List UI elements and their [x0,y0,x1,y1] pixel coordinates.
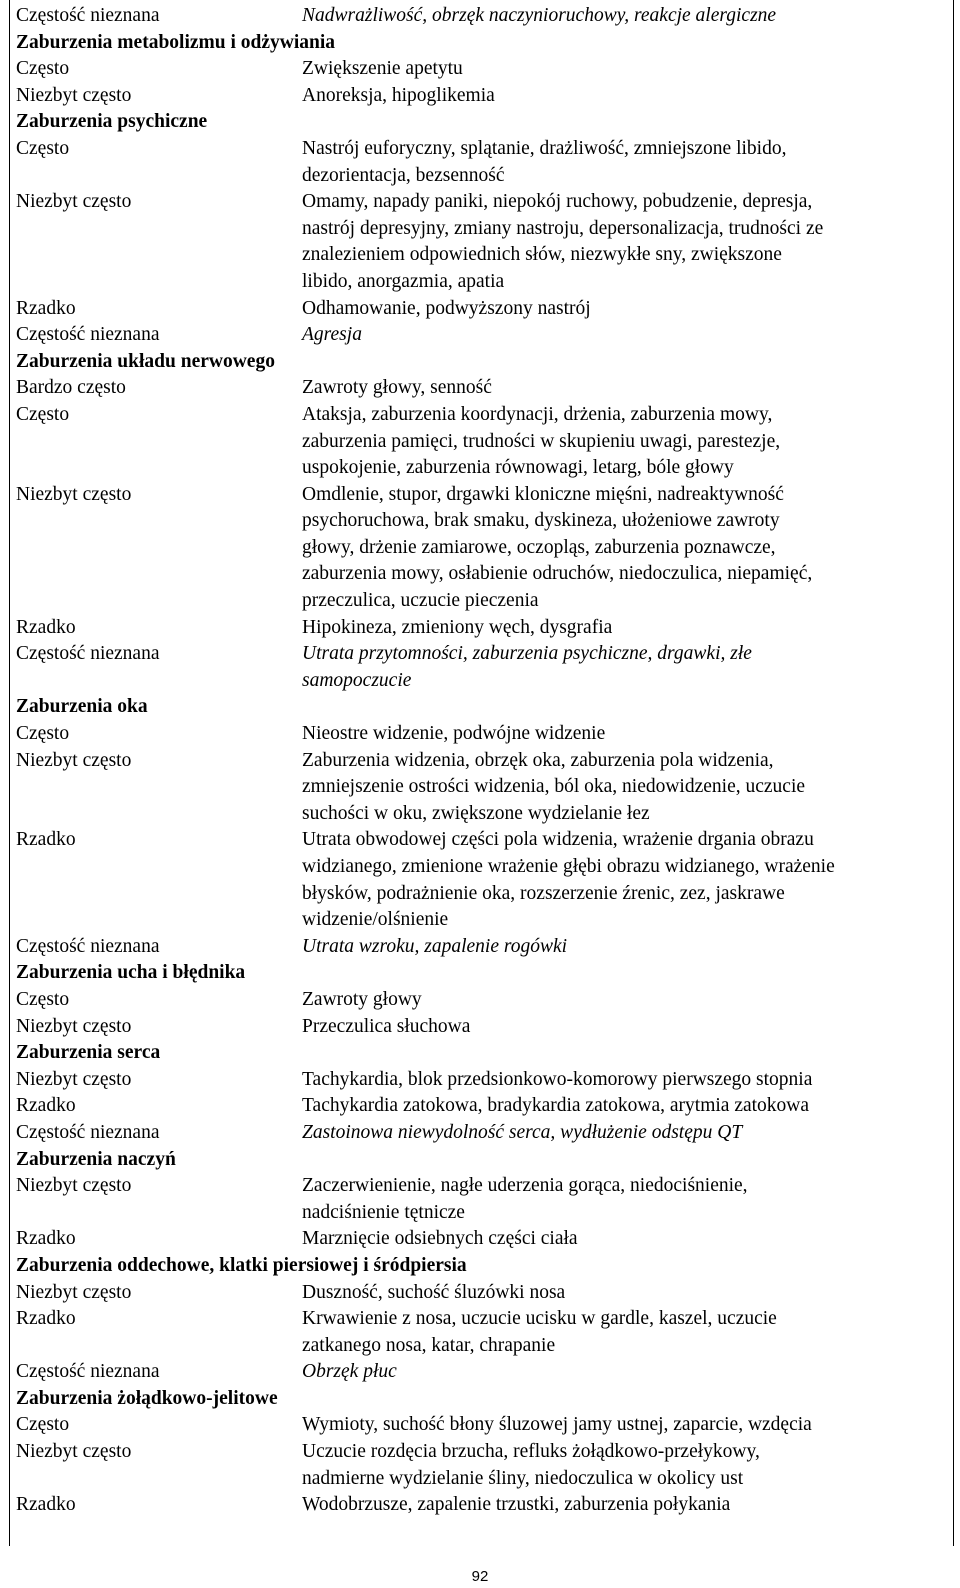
reaction-description [302,721,946,748]
frequency-label: Często [16,1414,70,1436]
table-row [16,189,946,295]
description-line: Omamy, napady paniki, niepokój ruchowy, pobudzenie, depresja, [302,191,813,213]
table-row [16,3,946,30]
reaction-description [302,296,946,323]
table-row [16,827,946,933]
reaction-description [302,1120,946,1147]
reaction-description [302,1093,946,1120]
table-row [16,296,946,323]
frequency-label: Niezbyt często [16,483,132,505]
frequency-label: Często [16,137,70,159]
reaction-description [302,1412,946,1439]
table-row [16,1067,946,1094]
frequency-label: Często [16,58,70,80]
table-row [16,1439,946,1492]
table-row [16,83,946,110]
description-line: psychoruchowa, brak smaku, dyskineza, ułożeniowe zawroty [302,510,780,532]
frequency-label: Rzadko [16,616,76,638]
table-row [16,1120,946,1147]
table-row [16,1359,946,1386]
reaction-description [302,1439,946,1492]
section-heading: Zaburzenia ucha i błędnika [16,962,246,984]
reaction-description [302,322,946,349]
reaction-description [302,1067,946,1094]
reaction-description [302,56,946,83]
description-line: głowy, drżenie zamiarowe, oczopląs, zaburzenia poznawcze, [302,536,776,558]
page-number: 92 [471,1568,489,1585]
description-line: Utrata wzroku, zapalenie rogówki [302,935,568,957]
frequency-label: Rzadko [16,1494,76,1516]
description-line: Omdlenie, stupor, drgawki kloniczne mięśni, nadreaktywność [302,483,784,505]
description-line: Tachykardia, blok przedsionkowo-komorowy pierwszego stopnia [302,1068,813,1090]
frequency-label: Niezbyt często [16,1441,132,1463]
table-row [16,1306,946,1359]
reaction-description [302,1226,946,1253]
table-row [16,1014,946,1041]
description-line: Nieostre widzenie, podwójne widzenie [302,723,606,745]
frequency-label: Niezbyt często [16,191,132,213]
description-line: Zaczerwienienie, nagłe uderzenia gorąca, niedociśnienie, [302,1175,748,1197]
description-line: uspokojenie, zaburzenia równowagi, letarg, bóle głowy [302,457,734,479]
description-line: widzenie/olśnienie [302,909,449,931]
description-line: libido, anorgazmia, apatia [302,270,505,292]
table-row [16,402,946,482]
table-row [16,56,946,83]
description-line: błysków, podrażnienie oka, rozszerzenie źrenic, zez, jaskrawe [302,882,785,904]
table-row [16,1492,946,1519]
description-line: Ataksja, zaburzenia koordynacji, drżenia, zaburzenia mowy, [302,403,773,425]
description-line: nadmierne wydzielanie śliny, niedoczulica w okolicy ust [302,1467,744,1489]
description-line: zmniejszenie ostrości widzenia, ból oka, niedowidzenie, uczucie [302,776,806,798]
description-line: Utrata przytomności, zaburzenia psychiczne, drgawki, złe [302,643,752,665]
frequency-label: Częstość nieznana [16,643,160,665]
reaction-description [302,827,946,933]
description-line: Zaburzenia widzenia, obrzęk oka, zaburzenia pola widzenia, [302,749,774,771]
description-line: Wymioty, suchość błony śluzowej jamy ustnej, zaparcie, wzdęcia [302,1414,812,1436]
frequency-label: Częstość nieznana [16,5,160,26]
section-heading: Zaburzenia serca [16,1042,161,1064]
description-line: Uczucie rozdęcia brzucha, refluks żołądkowo-przełykowy, [302,1441,760,1463]
description-line: widzianego, zmienione wrażenie głębi obrazu widzianego, wrażenie [302,856,835,877]
section-heading: Zaburzenia oddechowe, klatki piersiowej i śródpiersia [16,1254,467,1276]
frequency-label: Często [16,403,70,425]
adverse-reactions-table [16,3,946,1519]
description-line: Zastoinowa niewydolność serca, wydłużenie odstępu QT [302,1121,743,1143]
table-row [16,322,946,349]
frequency-label: Częstość nieznana [16,1361,160,1383]
table-row [16,1412,946,1439]
description-line: Wodobrzusze, zapalenie trzustki, zaburzenia połykania [302,1494,731,1516]
section-heading: Zaburzenia żołądkowo-jelitowe [16,1387,278,1409]
section-heading: Zaburzenia naczyń [16,1148,176,1170]
table-row [16,136,946,189]
frequency-label: Częstość nieznana [16,324,160,346]
frequency-label: Rzadko [16,297,76,319]
description-line: Zawroty głowy [302,988,422,1010]
section-heading: Zaburzenia psychiczne [16,111,208,133]
reaction-description [302,748,946,828]
description-line: samopoczucie [302,669,412,691]
description-line: Utrata obwodowej części pola widzenia, wrażenie drgania obrazu [302,829,814,851]
description-line: Zawroty głowy, senność [302,377,492,399]
table-row [16,987,946,1014]
description-line: Odhamowanie, podwyższony nastrój [302,297,591,319]
table-row [16,1280,946,1307]
description-line: dezorientacja, bezsenność [302,164,505,186]
description-line: znalezieniem odpowiednich słów, niezwykłe sny, zwiększone [302,244,782,266]
reaction-description [302,189,946,295]
frequency-label: Częstość nieznana [16,935,160,957]
description-line: zaburzenia mowy, osłabienie odruchów, niedoczulica, niepamięć, [302,563,813,585]
description-line: suchości w oku, zwiększone wydzielanie łez [302,802,650,824]
description-line: Agresja [302,324,362,346]
frequency-label: Rzadko [16,1228,76,1250]
table-row [16,375,946,402]
description-line: Przeczulica słuchowa [302,1015,471,1037]
description-line: Duszność, suchość śluzówki nosa [302,1281,566,1303]
table-row [16,721,946,748]
description-line: Marznięcie odsiebnych części ciała [302,1228,578,1250]
reaction-description [302,1014,946,1041]
description-line: Hipokineza, zmieniony węch, dysgrafia [302,616,613,638]
table-row [16,1093,946,1120]
frequency-label: Niezbyt często [16,84,132,106]
description-line: nastrój depresyjny, zmiany nastroju, depersonalizacja, trudności ze [302,217,824,239]
description-line: Krwawienie z nosa, uczucie ucisku w gardle, kaszel, uczucie [302,1308,777,1330]
description-line: Obrzęk płuc [302,1361,397,1383]
frequency-label: Rzadko [16,1308,76,1330]
frequency-label: Rzadko [16,829,76,851]
description-line: Zwiększenie apetytu [302,58,463,80]
reaction-description [302,1359,946,1386]
table-row [16,748,946,828]
frequency-label: Częstość nieznana [16,1121,160,1143]
frequency-label: Niezbyt często [16,1175,132,1197]
description-line: zatkanego nosa, katar, chrapanie [302,1334,556,1356]
table-row [16,615,946,642]
frequency-label: Niezbyt często [16,1015,132,1037]
reaction-description [302,482,946,615]
frequency-label: Niezbyt często [16,1281,132,1303]
reaction-description [302,934,946,961]
description-line: Tachykardia zatokowa, bradykardia zatokowa, arytmia zatokowa [302,1095,810,1117]
reaction-description [302,615,946,642]
table-row [16,1173,946,1226]
description-line: zaburzenia pamięci, trudności w skupieniu uwagi, parestezje, [302,430,781,452]
frequency-label: Często [16,988,70,1010]
frequency-label: Niezbyt często [16,749,132,771]
reaction-description [302,987,946,1014]
reaction-description [302,1306,946,1359]
description-line: Anoreksja, hipoglikemia [302,84,495,106]
frequency-label: Rzadko [16,1095,76,1117]
table-row [16,482,946,615]
table-row [16,934,946,961]
description-line: Nadwrażliwość, obrzęk naczynioruchowy, reakcje alergiczne [302,5,777,26]
reaction-description [302,1492,946,1519]
table-row [16,641,946,694]
reaction-description [302,83,946,110]
frequency-label: Niezbyt często [16,1068,132,1090]
description-line: Nastrój euforyczny, splątanie, drażliwość, zmniejszone libido, [302,137,787,159]
section-heading: Zaburzenia układu nerwowego [16,350,275,372]
reaction-description [302,1173,946,1226]
description-line: nadciśnienie tętnicze [302,1201,465,1223]
reaction-description [302,136,946,189]
reaction-description [302,3,946,30]
description-line: przeczulica, uczucie pieczenia [302,590,539,612]
section-heading: Zaburzenia metabolizmu i odżywiania [16,31,336,53]
reaction-description [302,402,946,482]
reaction-description [302,1280,946,1307]
reaction-description [302,641,946,694]
section-heading: Zaburzenia oka [16,696,148,718]
frequency-label: Często [16,723,70,745]
table-row [16,1226,946,1253]
reaction-description [302,375,946,402]
frequency-label: Bardzo często [16,377,126,399]
